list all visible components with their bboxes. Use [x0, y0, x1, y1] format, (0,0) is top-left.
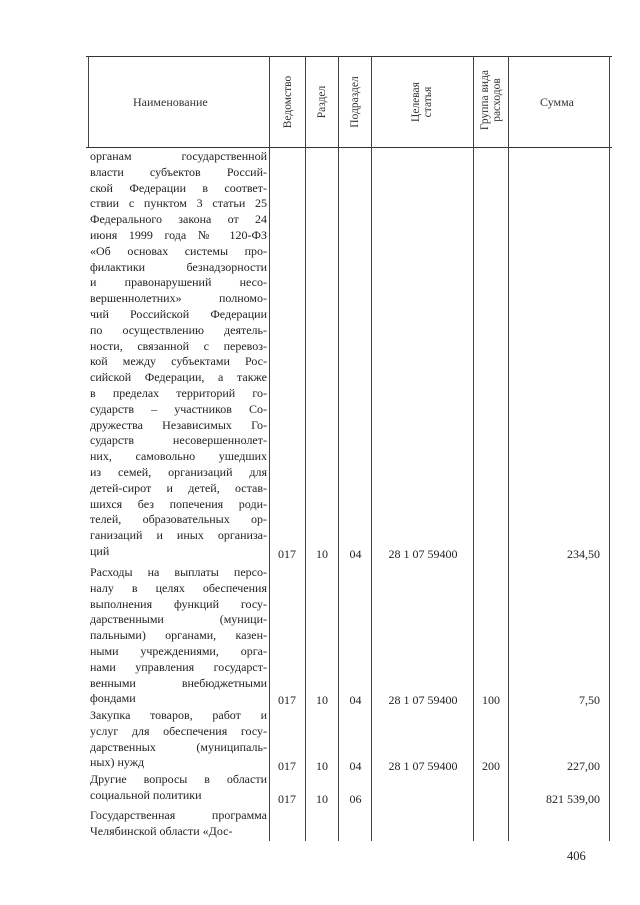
row-3-subsection: 04	[349, 759, 362, 773]
header-target: Целевая статья	[409, 82, 434, 122]
row-4-sum: 821 539,00	[546, 792, 600, 806]
col-border-group	[508, 56, 509, 841]
row-4-section: 10	[316, 792, 328, 806]
row-1-dept: 017	[278, 547, 296, 561]
row-1-sum: 234,50	[567, 547, 600, 561]
col-border-subsection	[371, 56, 372, 841]
header-dept: Ведомство	[281, 75, 294, 129]
col-border-name	[269, 56, 270, 841]
col-border-left	[88, 56, 89, 148]
header-bottom-border	[86, 147, 612, 148]
row-1-section: 10	[316, 547, 328, 561]
row-3-target: 28 1 07 59400	[388, 759, 458, 773]
row-1-subsection: 04	[349, 547, 362, 561]
row-2-subsection: 04	[349, 693, 362, 707]
row-1-name: органам государственной власти субъектов Россий- ской Федерации в соответ- ствии с пунктом 3 статьи 25 Федерального закона от 24 июня 1999 года № 120-ФЗ «Об основах системы про- филактики безнадзорности и правонарушений несо- вершеннолетних» полномо- чий Российской Федерации по осуществлению деятель- ности, связанной с перевоз- кой между субъектами Рос- сийской Федерации, а также в пределах территорий го- сударств – участников Со- дружества Независимых Го- сударств несовершеннолет- них, самовольно ушедших из семей, организаций для детей-сирот и детей, остав- шихся без попечения роди- телей, образовательных ор- ганизаций и иных организа- ций	[90, 149, 267, 558]
row-4-subsection: 06	[349, 792, 362, 806]
header-subsection: Подраздел	[348, 76, 361, 128]
header-sum: Сумма	[540, 95, 574, 109]
row-3-sum: 227,00	[567, 759, 600, 773]
col-border-right	[609, 56, 610, 841]
row-5-name: Государственная программа Челябинской области «Дос-	[90, 808, 267, 838]
row-3-name: Закупка товаров, работ и услуг для обеспечения госу- дарственных (муниципаль- ных) нужд	[90, 708, 267, 770]
row-2-sum: 7,50	[579, 693, 600, 707]
col-border-dept	[305, 56, 306, 841]
header-group: Группа вида расходов	[478, 69, 503, 131]
table-top-border	[86, 56, 612, 57]
header-section: Раздел	[315, 85, 328, 119]
row-2-group: 100	[482, 693, 500, 707]
header-name: Наименование	[133, 95, 208, 109]
page-number: 406	[567, 849, 586, 863]
row-2-dept: 017	[278, 693, 296, 707]
row-2-target: 28 1 07 59400	[388, 693, 458, 707]
row-2-section: 10	[316, 693, 328, 707]
row-3-section: 10	[316, 759, 328, 773]
row-3-dept: 017	[278, 759, 296, 773]
row-1-target: 28 1 07 59400	[388, 547, 458, 561]
row-4-dept: 017	[278, 792, 296, 806]
row-4-name: Другие вопросы в области социальной политики	[90, 772, 267, 802]
row-3-group: 200	[482, 759, 500, 773]
col-border-target	[473, 56, 474, 841]
col-border-section	[338, 56, 339, 841]
row-2-name: Расходы на выплаты персо- налу в целях обеспечения выполнения функций госу- дарственными (муници- пальными) органами, казен- ными учреждениями, орга- нами управления государст- венными внебюджетными фондами	[90, 565, 267, 706]
